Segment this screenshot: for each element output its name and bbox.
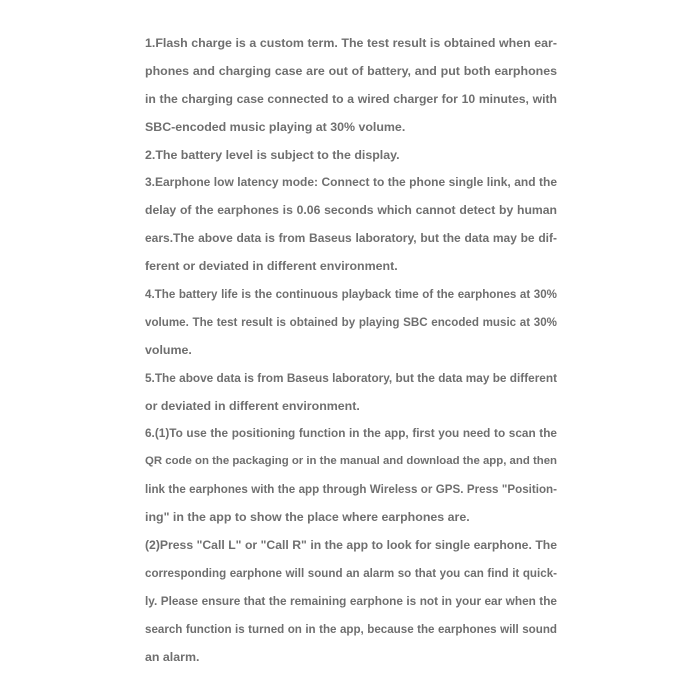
note-6-line-2: QR code on the packaging or in the manual and download the app, and then (145, 455, 557, 468)
note-1-line-4: SBC-encoded music playing at 30% volume. (145, 119, 406, 134)
note-5-line-2: or deviated in different environment. (145, 398, 360, 413)
note-6-line-3: link the earphones with the app through Wireless or GPS. Press "Position- (145, 483, 557, 497)
note-2-line-1: 2.The battery level is subject to the display. (145, 147, 400, 162)
note-3-line-4: ferent or deviated in different environment. (145, 259, 398, 274)
note-4-line-2: volume. The test result is obtained by playing SBC encoded music at 30% (145, 315, 557, 329)
note-6-2-line-4: search function is turned on in the app, because the earphones will sound (145, 622, 557, 636)
note-6-line-4: ing" in the app to show the place where earphones are. (145, 510, 470, 525)
note-1-line-3: in the charging case connected to a wired charger for 10 minutes, with (145, 91, 557, 106)
note-6-2-line-3: ly. Please ensure that the remaining earphone is not in your ear when the (145, 593, 557, 608)
note-3-line-3: ears.The above data is from Baseus laboratory, but the data may be dif- (145, 231, 557, 246)
note-1-line-2: phones and charging case are out of battery, and put both earphones (145, 63, 557, 78)
note-5-line-1: 5.The above data is from Baseus laboratory, but the data may be different (145, 370, 557, 385)
note-3-line-1: 3.Earphone low latency mode: Connect to the phone single link, and the (145, 175, 557, 190)
note-4-line-3: volume. (145, 342, 192, 357)
note-6-2-line-1: (2)Press "Call L" or "Call R" in the app to look for single earphone. The (145, 538, 557, 553)
note-6-line-1: 6.(1)To use the positioning function in the app, first you need to scan the (145, 426, 557, 441)
note-1-line-1: 1.Flash charge is a custom term. The test result is obtained when ear- (145, 36, 557, 50)
notes-document (145, 30, 557, 671)
note-3-line-2: delay of the earphones is 0.06 seconds which cannot detect by human (145, 203, 557, 218)
note-4-line-1: 4.The battery life is the continuous playback time of the earphones at 30% (145, 288, 557, 302)
note-6-2-line-2: corresponding earphone will sound an alarm so that you can find it quick- (145, 566, 557, 580)
note-6-2-line-5: an alarm. (145, 649, 200, 664)
